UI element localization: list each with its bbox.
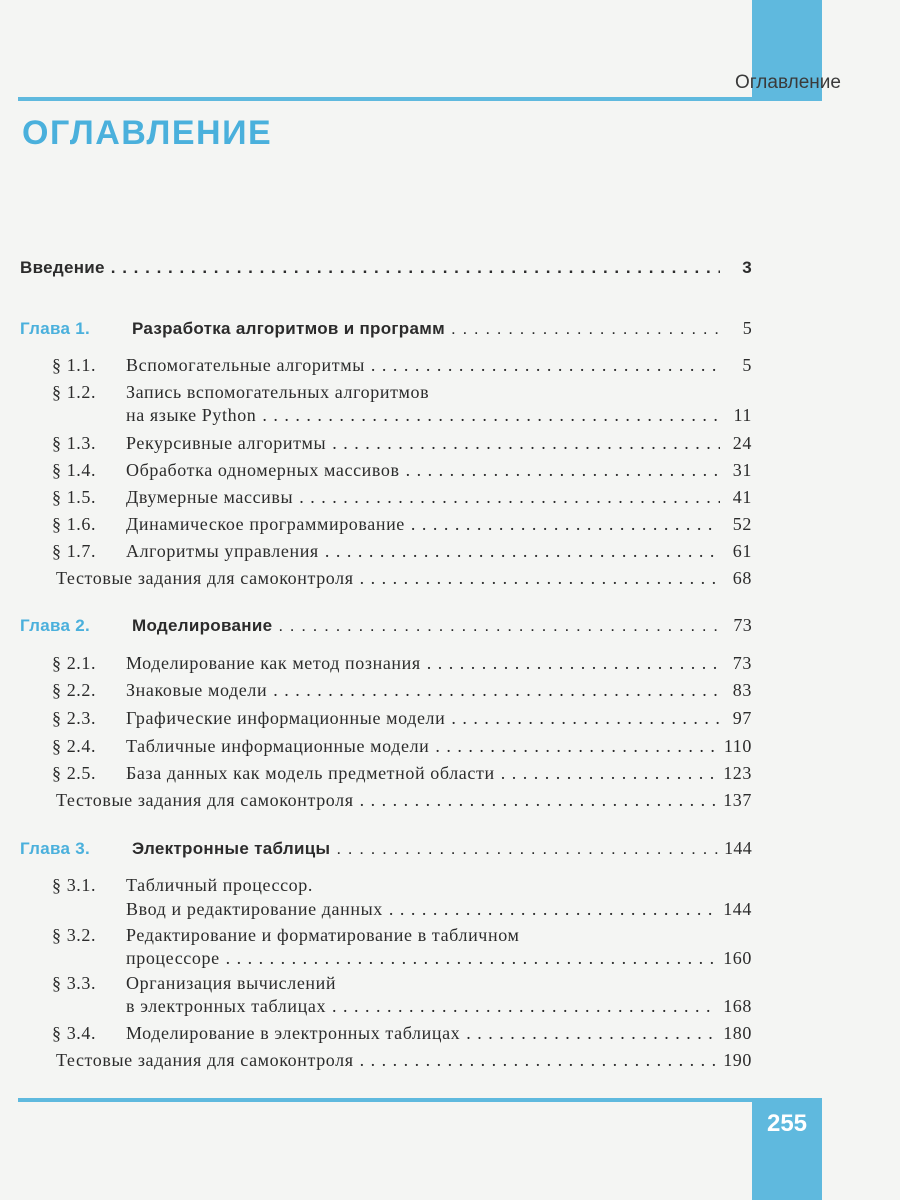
test-page: 137 — [723, 790, 752, 810]
toc-test-2[interactable] — [56, 790, 752, 811]
toc-section-2-1[interactable] — [52, 653, 752, 674]
chapter-page: 144 — [724, 838, 752, 858]
toc-section-3-3-cont[interactable] — [126, 996, 752, 1017]
section-title: Моделирование в электронных таблицах — [126, 1023, 461, 1043]
section-number: § 1.4. — [52, 460, 97, 480]
toc-chapter-2[interactable] — [20, 615, 752, 636]
toc-section-2-4[interactable] — [52, 736, 752, 757]
section-page: 24 — [732, 433, 752, 453]
chapter-title: Электронные таблицы — [132, 839, 331, 858]
chapter-label: Глава 3. — [20, 839, 91, 858]
section-title-cont: процессоре — [126, 948, 220, 968]
section-number: § 3.1. — [52, 875, 97, 895]
toc-section-3-1[interactable] — [52, 875, 752, 896]
dot-leader — [226, 948, 718, 969]
section-page: 180 — [723, 1023, 752, 1043]
section-title: Вспомогательные алгоритмы — [126, 355, 365, 375]
chapter-page: 5 — [742, 318, 752, 338]
section-page: 31 — [732, 460, 752, 480]
dot-leader — [435, 736, 717, 757]
section-number: § 3.2. — [52, 925, 97, 945]
section-title: Организация вычислений — [126, 973, 337, 993]
section-page: 52 — [732, 514, 752, 534]
dot-leader — [406, 460, 720, 481]
test-title: Тестовые задания для самоконтроля — [56, 790, 354, 810]
toc-intro[interactable] — [20, 258, 752, 278]
section-title: Обработка одномерных массивов — [126, 460, 400, 480]
dot-leader — [360, 568, 720, 589]
dot-leader — [360, 790, 718, 811]
section-number: § 1.3. — [52, 433, 97, 453]
section-title: Рекурсивные алгоритмы — [126, 433, 327, 453]
section-page: 41 — [732, 487, 752, 507]
section-number: § 1.6. — [52, 514, 97, 534]
toc-section-3-2-cont[interactable] — [126, 948, 752, 969]
section-title: Табличный процессор. — [126, 875, 313, 895]
section-number: § 2.1. — [52, 653, 97, 673]
section-page: 110 — [723, 736, 752, 756]
chapter-title: Моделирование — [132, 616, 273, 635]
toc-section-1-2[interactable] — [52, 382, 752, 403]
section-number: § 1.7. — [52, 541, 97, 561]
section-page: 73 — [732, 653, 752, 673]
section-page: 5 — [742, 355, 752, 375]
section-title: Знаковые модели — [126, 680, 268, 700]
dot-leader — [451, 319, 720, 339]
toc-section-1-6[interactable] — [52, 514, 752, 535]
test-page: 190 — [723, 1050, 752, 1070]
dot-leader — [336, 839, 718, 859]
section-title: База данных как модель предметной области — [126, 763, 495, 783]
dot-leader — [111, 258, 720, 278]
running-title: Оглавление — [735, 72, 841, 93]
section-title: Двумерные массивы — [126, 487, 294, 507]
section-number: § 2.2. — [52, 680, 97, 700]
toc-section-2-5[interactable] — [52, 763, 752, 784]
top-rule — [18, 97, 753, 101]
section-number: § 2.5. — [52, 763, 97, 783]
test-page: 68 — [732, 568, 752, 588]
section-number: § 2.3. — [52, 708, 97, 728]
section-number: § 3.3. — [52, 973, 97, 993]
dot-leader — [501, 763, 718, 784]
section-title-cont: в электронных таблицах — [126, 996, 327, 1016]
dot-leader — [332, 433, 720, 454]
dot-leader — [278, 616, 720, 636]
test-title: Тестовые задания для самоконтроля — [56, 1050, 354, 1070]
toc-section-1-4[interactable] — [52, 460, 752, 481]
toc-section-2-3[interactable] — [52, 708, 752, 729]
section-page: 160 — [723, 948, 752, 968]
section-number: § 1.2. — [52, 382, 97, 402]
section-title: Запись вспомогательных алгоритмов — [126, 382, 430, 402]
section-page: 168 — [723, 996, 752, 1016]
toc-test-3[interactable] — [56, 1050, 752, 1071]
bottom-rule — [18, 1098, 753, 1102]
toc-chapter-3[interactable] — [20, 838, 752, 859]
dot-leader — [325, 541, 720, 562]
page-title: ОГЛАВЛЕНИЕ — [22, 114, 273, 152]
toc-section-3-1-cont[interactable] — [126, 899, 752, 920]
section-title: Табличные информационные модели — [126, 736, 430, 756]
dot-leader — [299, 487, 720, 508]
toc-section-1-2-cont[interactable] — [126, 405, 752, 426]
section-number: § 1.1. — [52, 355, 97, 375]
section-title: Динамическое программирование — [126, 514, 405, 534]
toc-section-2-2[interactable] — [52, 680, 752, 701]
section-number: § 1.5. — [52, 487, 97, 507]
dot-leader — [332, 996, 717, 1017]
toc-intro-page: 3 — [742, 258, 752, 277]
section-title-cont: на языке Python — [126, 405, 257, 425]
toc-section-3-2[interactable] — [52, 925, 752, 946]
section-page: 61 — [732, 541, 752, 561]
chapter-label: Глава 1. — [20, 319, 91, 338]
toc-section-3-3[interactable] — [52, 973, 752, 994]
section-page: 144 — [723, 899, 752, 919]
section-title: Моделирование как метод познания — [126, 653, 421, 673]
dot-leader — [360, 1050, 718, 1071]
section-title: Графические информационные модели — [126, 708, 446, 728]
chapter-label: Глава 2. — [20, 616, 91, 635]
dot-leader — [371, 355, 720, 376]
toc-section-1-1[interactable] — [52, 355, 752, 376]
toc-intro-label: Введение — [20, 258, 105, 277]
dot-leader — [451, 708, 720, 729]
chapter-page: 73 — [733, 615, 752, 635]
dot-leader — [411, 514, 720, 535]
dot-leader — [466, 1023, 717, 1044]
dot-leader — [427, 653, 720, 674]
section-title: Алгоритмы управления — [126, 541, 319, 561]
toc-test-1[interactable] — [56, 568, 752, 589]
toc-section-1-3[interactable] — [52, 433, 752, 454]
page-number: 255 — [766, 1110, 808, 1137]
toc-chapter-1[interactable] — [20, 318, 752, 339]
section-number: § 3.4. — [52, 1023, 97, 1043]
section-title: Редактирование и форматирование в табличном — [126, 925, 520, 945]
section-title-cont: Ввод и редактирование данных — [126, 899, 383, 919]
chapter-title: Разработка алгоритмов и программ — [132, 319, 445, 338]
dot-leader — [273, 680, 720, 701]
test-title: Тестовые задания для самоконтроля — [56, 568, 354, 588]
toc-section-1-5[interactable] — [52, 487, 752, 508]
section-page: 11 — [733, 405, 752, 425]
dot-leader — [262, 405, 720, 426]
dot-leader — [389, 899, 717, 920]
toc-section-3-4[interactable] — [52, 1023, 752, 1044]
section-page: 97 — [732, 708, 752, 728]
section-number: § 2.4. — [52, 736, 97, 756]
toc-section-1-7[interactable] — [52, 541, 752, 562]
section-page: 123 — [723, 763, 752, 783]
section-page: 83 — [732, 680, 752, 700]
